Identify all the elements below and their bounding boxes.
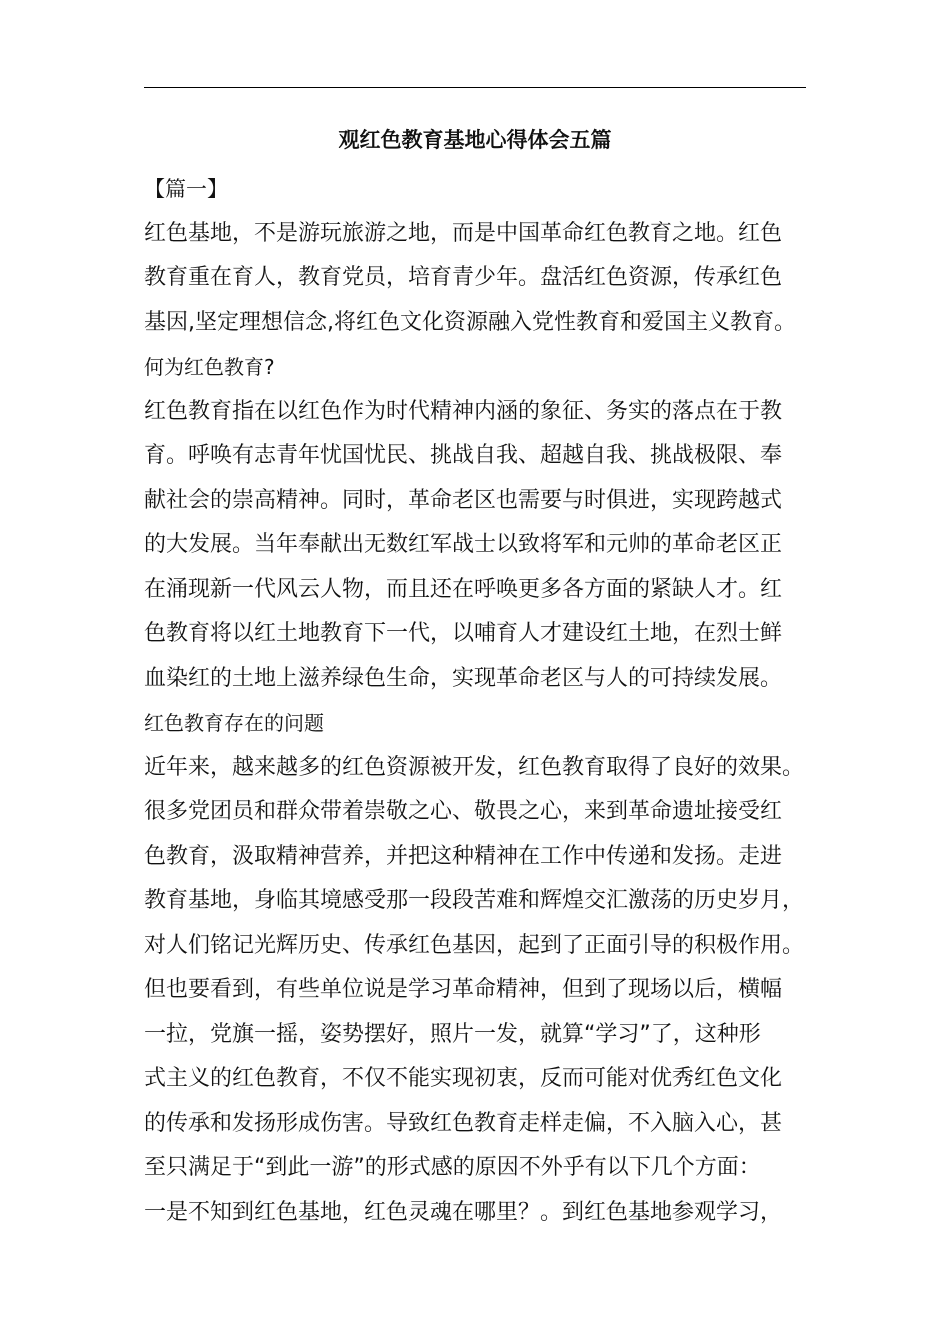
paragraph-line: 献社会的崇高精神。同时，革命老区也需要与时俱进，实现跨越式 (144, 487, 783, 513)
paragraph-line: 色教育将以红土地教育下一代，以哺育人才建设红土地，在烈士鲜 (144, 621, 783, 646)
paragraph-line: 的传承和发扬形成伤害。导致红色教育走样走偏，不入脑入心，甚 (144, 1110, 783, 1136)
paragraph-line: 育。呼唤有志青年忧国忧民、挑战自我、超越自我、挑战极限、奉 (144, 443, 783, 468)
paragraph-line: 血染红的土地上滋养绿色生命，实现革命老区与人的可持续发展。 (144, 665, 783, 691)
paragraph-line: 但也要看到，有些单位说是学习革命精神，但到了现场以后，横幅 (144, 977, 783, 1002)
paragraph-line: 一是不知到红色基地，红色灵魂在哪里？。到红色基地参观学习， (144, 1199, 783, 1225)
paragraph-line: 的大发展。当年奉献出无数红军战士以致将军和元帅的革命老区正 (144, 532, 783, 557)
section-label: 【篇一】 (144, 177, 228, 201)
paragraph-line: 红色基地，不是游玩旅游之地，而是中国革命红色教育之地。红色 (144, 220, 783, 246)
paragraph-line: 至只满足于“到此一游”的形式感的原因不外乎有以下几个方面： (144, 1155, 761, 1180)
paragraph-line: 教育重在育人，教育党员，培育青少年。盘活红色资源，传承红色 (144, 265, 783, 290)
subheading: 红色教育存在的问题 (144, 711, 324, 735)
paragraph-line: 色教育，汲取精神营养，并把这种精神在工作中传递和发扬。走进 (144, 843, 783, 869)
paragraph-line: 近年来，越来越多的红色资源被开发，红色教育取得了良好的效果。 (144, 754, 805, 780)
paragraph-line: 红色教育指在以红色作为时代精神内涵的象征、务实的落点在于教 (144, 398, 783, 424)
paragraph-line: 对人们铭记光辉历史、传承红色基因，起到了正面引导的积极作用。 (144, 932, 805, 958)
paragraph-line: 在涌现新一代风云人物，而且还在呼唤更多各方面的紧缺人才。红 (144, 576, 783, 602)
paragraph-line: 教育基地，身临其境感受那一段段苦难和辉煌交汇激荡的历史岁月， (144, 888, 805, 913)
paragraph-line: 很多党团员和群众带着崇敬之心、敬畏之心，来到革命遗址接受红 (144, 799, 783, 824)
paragraph-line: 一拉，党旗一摇，姿势摆好，照片一发，就算“学习”了，这种形 (144, 1021, 761, 1047)
header-rule (144, 87, 806, 88)
document-title: 观红色教育基地心得体会五篇 (338, 128, 612, 152)
subheading: 何为红色教育? (144, 355, 275, 379)
paragraph-line: 基因,坚定理想信念,将红色文化资源融入党性教育和爱国主义教育。 (144, 309, 796, 335)
document-body (144, 167, 809, 1235)
paragraph-line: 式主义的红色教育，不仅不能实现初衷，反而可能对优秀红色文化 (144, 1066, 783, 1091)
